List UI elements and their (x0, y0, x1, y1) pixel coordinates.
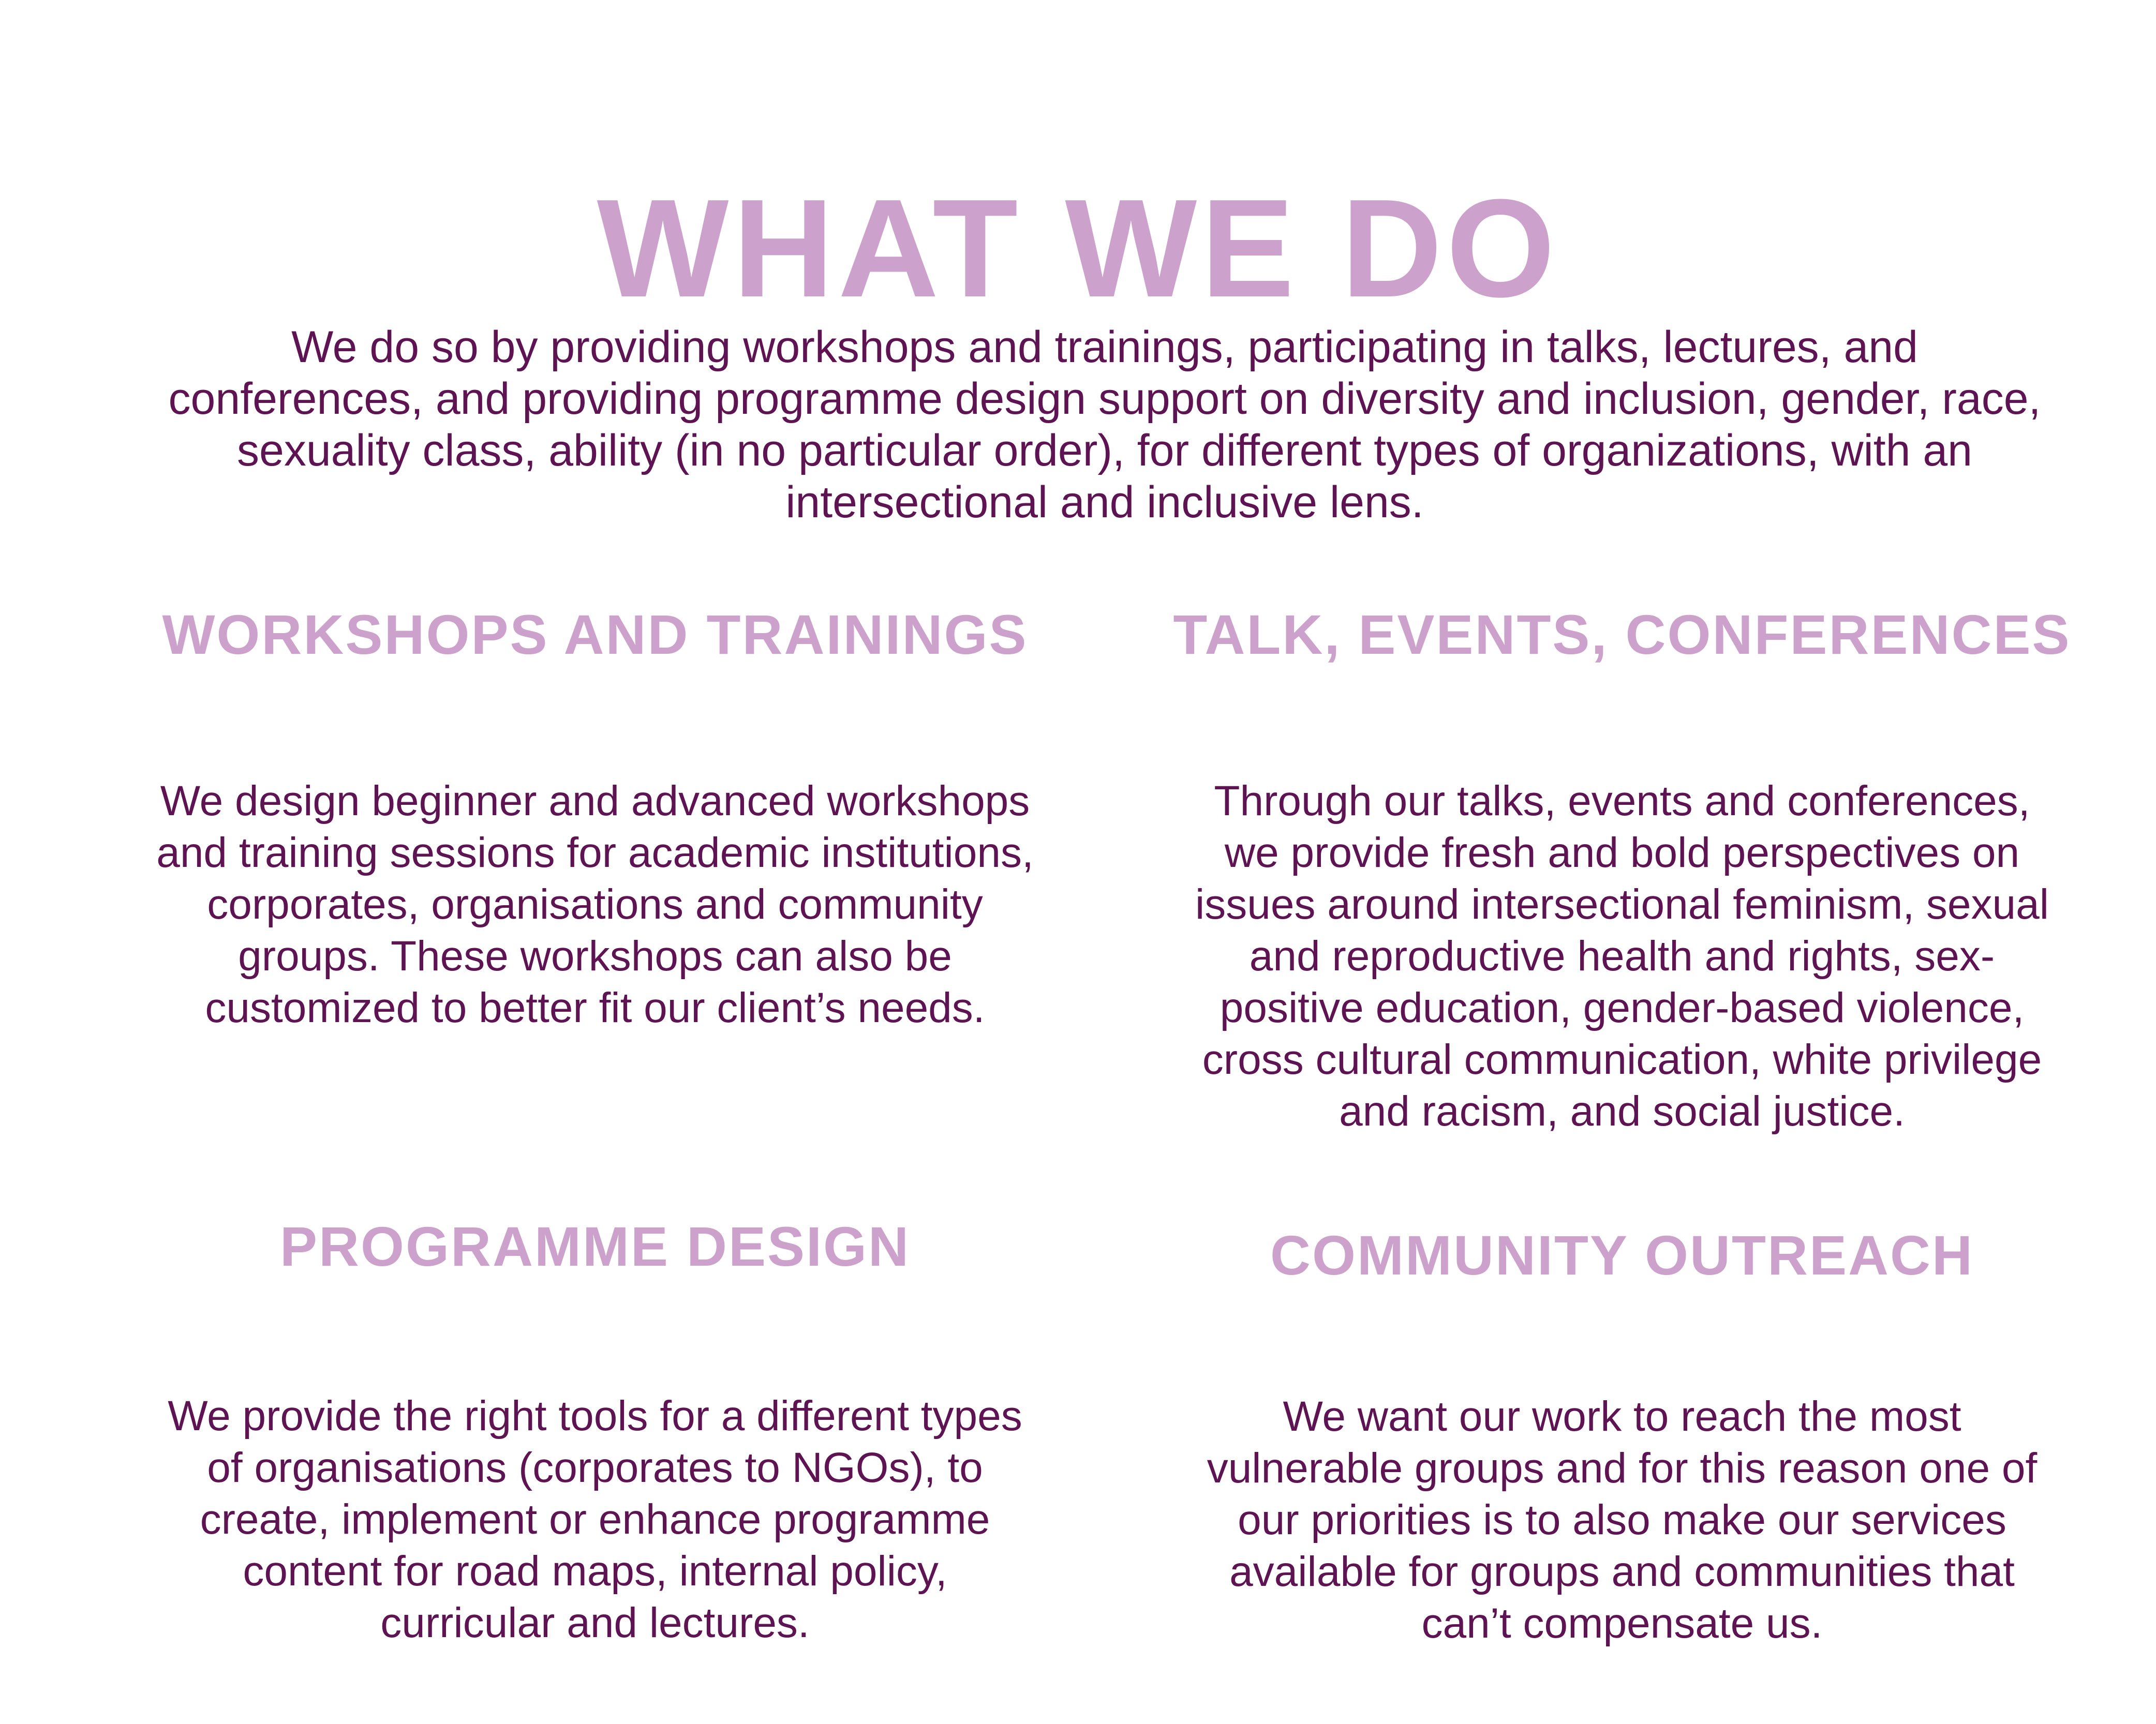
section-body-outreach: We want our work to reach the most vulnerable groups and for this reason one of our priorities is to also make our services available for groups and communities that can’t compensate us. (1207, 1393, 2038, 1647)
section-heading-talks: TALK, EVENTS, CONFERENCES (1173, 603, 2071, 666)
section-workshops-and-trainings (140, 603, 1050, 1034)
intro-paragraph: We do so by providing workshops and trainings, participating in talks, lectures, and conferences, and providing programme design support on diversity and inclusion, gender, race, sexuality class, ability (in no particular order), for different types of organizations, with an intersectional and inclusive lens. (168, 322, 2041, 527)
section-heading-workshops: WORKSHOPS AND TRAININGS (162, 603, 1028, 666)
section-body-programme: We provide the right tools for a different types of organisations (corporates to NGOs), to create, implement or enhance programme content for road maps, internal policy, curricular and lectures. (168, 1392, 1022, 1646)
section-heading-outreach: COMMUNITY OUTREACH (1270, 1224, 1974, 1286)
section-body-talks: Through our talks, events and conferences, we provide fresh and bold perspectives on issues around intersectional feminism, sexual and reproductive health and rights, sex-positive education, gender-based violence, cross cultural communication, white privilege and racism, and social justice. (1195, 777, 2049, 1135)
section-community-outreach (1167, 1223, 2077, 1650)
section-talks-events-conferences (1167, 603, 2077, 1137)
page-title: WHAT WE DO (597, 170, 1559, 326)
section-heading-programme: PROGRAMME DESIGN (279, 1215, 911, 1278)
section-programme-design (140, 1215, 1050, 1649)
section-body-workshops: We design beginner and advanced workshops and training sessions for academic institutions, corporates, organisations and community groups. These workshops can also be customized to better fit our client’s needs. (156, 777, 1034, 1031)
